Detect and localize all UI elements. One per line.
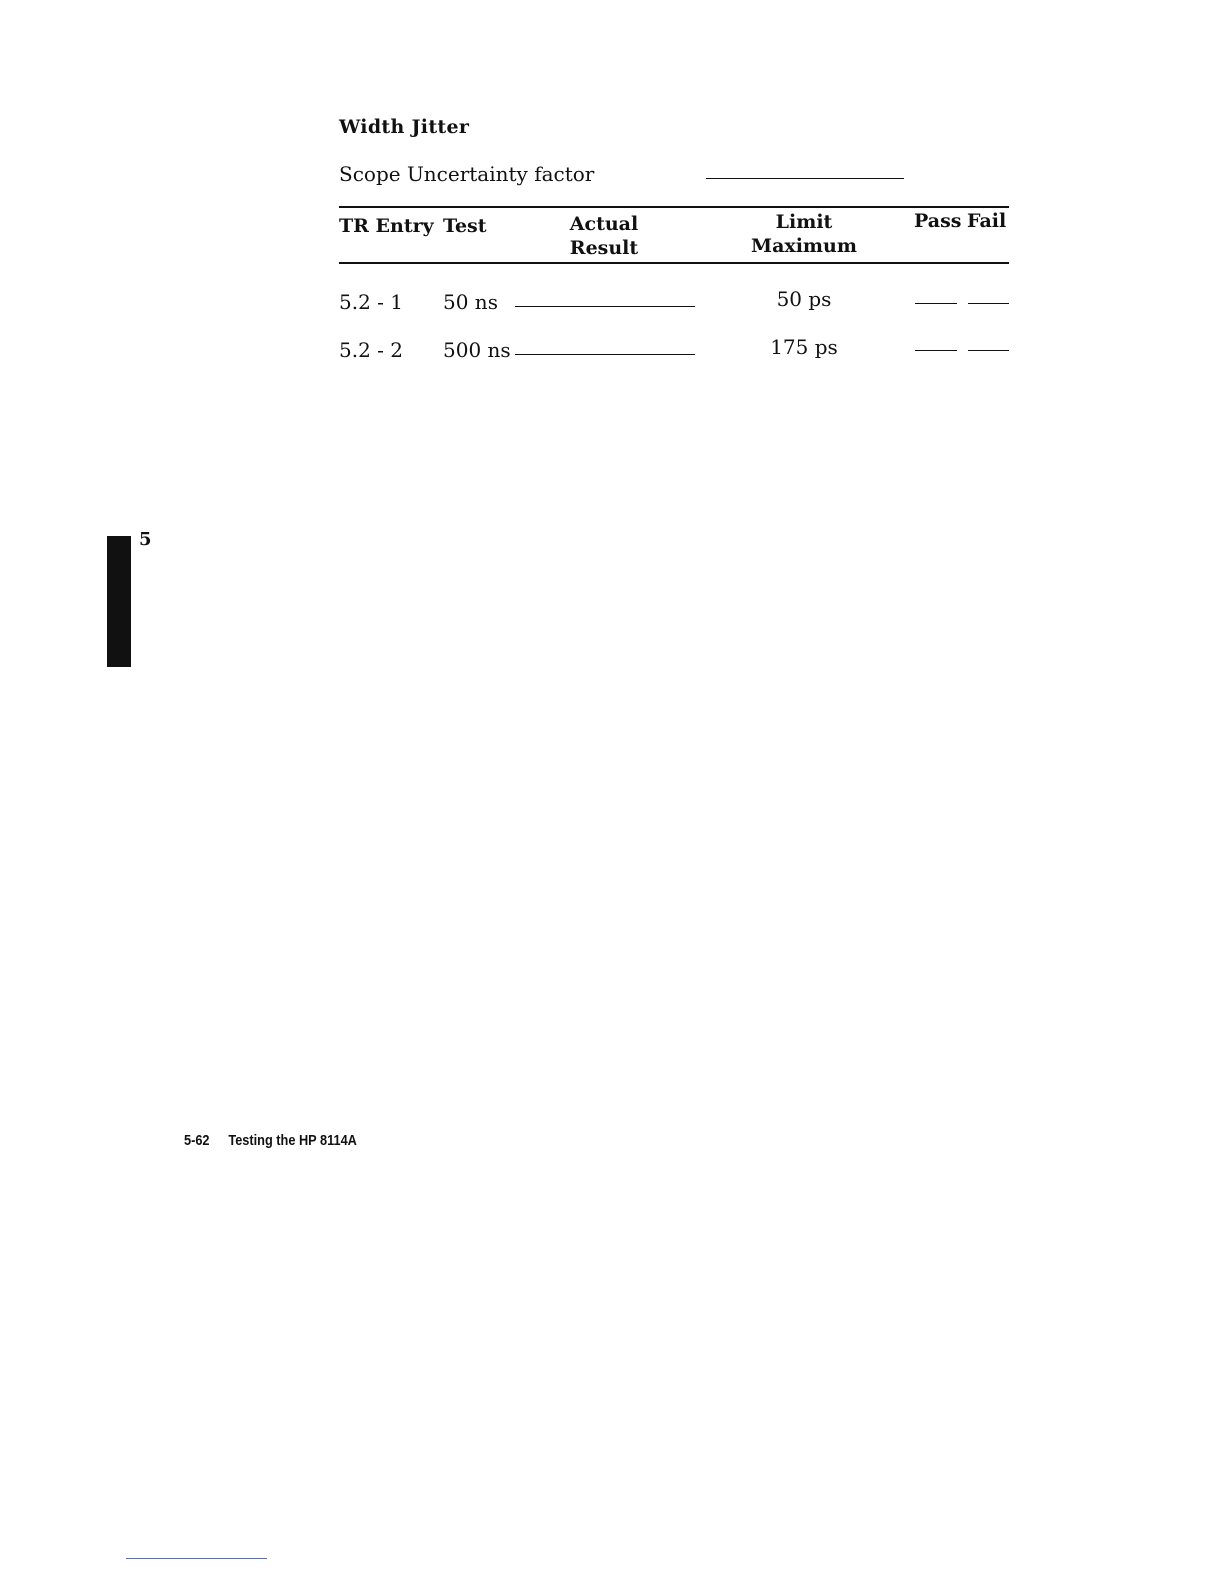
- actual-result-blank: [515, 354, 695, 355]
- header-actual-line1: Actual: [569, 213, 639, 235]
- footer-title: Testing the HP 8114A: [228, 1132, 357, 1149]
- header-actual: [563, 212, 645, 260]
- scope-uncertainty-blank: [706, 178, 904, 179]
- header-fail: Fail: [967, 210, 1007, 232]
- fail-blank: [968, 303, 1009, 304]
- row-limit: 175 ps: [770, 335, 838, 359]
- row-tr-entry: 5.2 - 1: [339, 290, 404, 314]
- chapter-number: 5: [139, 529, 152, 550]
- header-test: Test: [443, 215, 487, 237]
- table-header-rule: [339, 262, 1009, 264]
- row-test: 500 ns: [443, 338, 511, 362]
- header-limit-line2: Maximum: [751, 235, 857, 257]
- fail-blank: [968, 350, 1009, 351]
- row-limit: 50 ps: [776, 287, 832, 311]
- header-limit: [744, 210, 864, 258]
- chapter-thumb-tab: [107, 536, 131, 667]
- pass-blank: [915, 303, 957, 304]
- footer-page-number: 5-62: [184, 1132, 210, 1149]
- bottom-divider: [126, 1558, 267, 1559]
- actual-result-blank: [515, 306, 695, 307]
- scope-uncertainty-label: Scope Uncertainty factor: [339, 162, 595, 186]
- header-tr-entry: TR Entry: [339, 215, 434, 237]
- row-tr-entry: 5.2 - 2: [339, 338, 404, 362]
- header-actual-line2: Result: [569, 237, 639, 259]
- section-title: Width Jitter: [339, 116, 470, 138]
- row-test: 50 ns: [443, 290, 498, 314]
- table-top-rule: [339, 206, 1009, 208]
- page-footer: [184, 1132, 357, 1149]
- pass-blank: [915, 350, 957, 351]
- header-pass: Pass: [914, 210, 962, 232]
- header-limit-line1: Limit: [775, 211, 833, 233]
